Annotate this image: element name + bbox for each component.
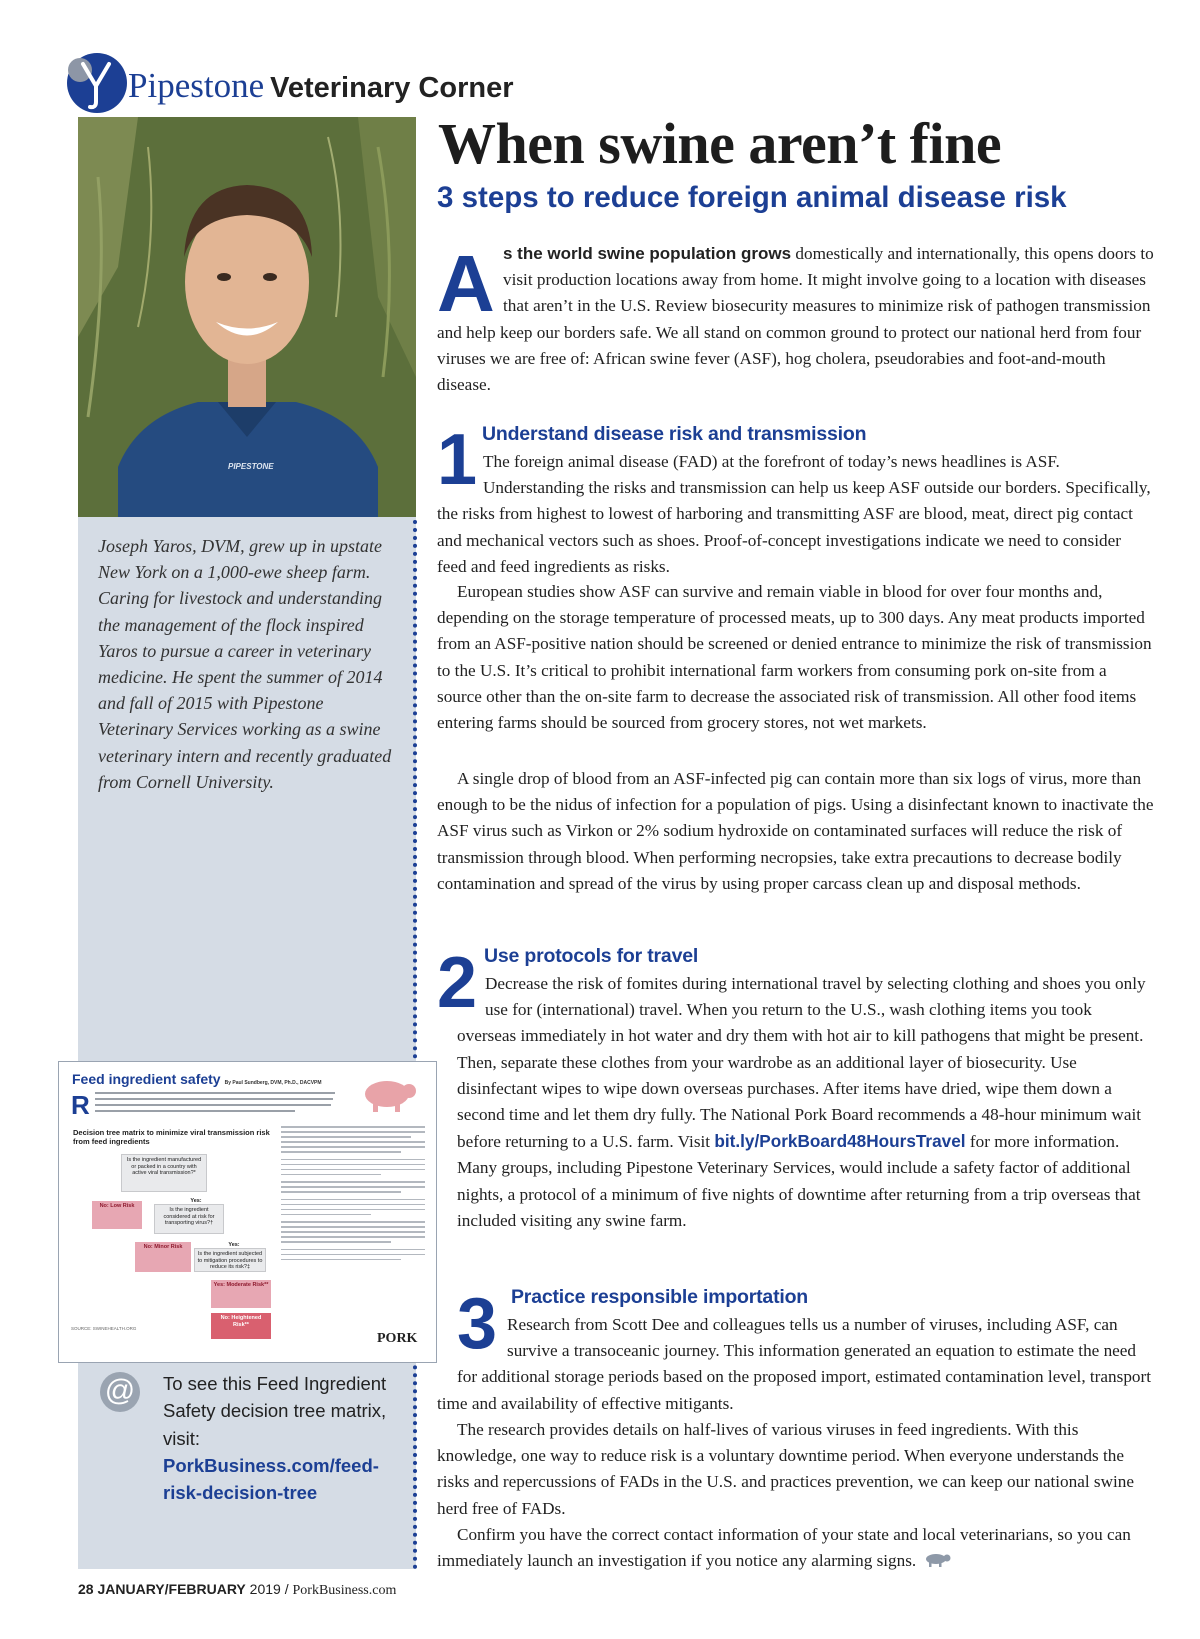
card-title: Feed ingredient safety By Paul Sundberg, DVM, Ph.D., DACVPM: [72, 1071, 322, 1087]
feed-safety-thumbnail[interactable]: [58, 1061, 437, 1363]
tree-question-2: Is the ingredient considered at risk for transporting virus?†: [154, 1204, 224, 1234]
tree-question-1: Is the ingredient manufactured or packed in a country with active viral transmission?*: [121, 1154, 207, 1192]
tree-question-3: Is the ingredient subjected to mitigation procedures to reduce its risk?‡: [194, 1248, 266, 1272]
masthead: [128, 66, 514, 106]
intro-drop-cap: A: [437, 239, 495, 328]
end-pig-icon: [922, 1553, 952, 1567]
author-bio: Joseph Yaros, DVM, grew up in upstate New York on a 1,000-ewe sheep farm. Caring for livestock and understanding the management of the flock inspired Yaros to pursue a career in veterinary medicine. He spent the summer of 2014 and fall of 2015 with Pipestone Veterinary Services working as a swine veterinary intern and recently graduated from Cornell University.: [98, 536, 392, 792]
section-name: Veterinary Corner: [270, 72, 514, 104]
pig-icon: [359, 1074, 417, 1114]
section-2-paragraph: Decrease the risk of fomites during international travel by selecting clothing and shoes you only use for (international) travel. When you return to the U.S., wash clothing items you took overseas immediately in hot water and dry them with hot air to kill pathogens that might be present. Then, separate these clothes from your wardrobe as an additional layer of biosecurity. Use disinfectant wipes to wipe down overseas purchases. After items have dried, wipe them down a second time and let them dry fully. The National Pork Board recommends a 48-hour minimum wait before returning to a U.S. farm. Visit bit.ly/PorkBoard48HoursTravel for more information. Many groups, including Pipestone Veterinary Services, would include a safety factor of additional nights, a protocol of a minimum of five nights of downtime after returning from a trip overseas that included visiting any swine farm.: [457, 974, 1146, 1230]
matrix-title: Decision tree matrix to minimize viral transmission risk from feed ingredients: [73, 1128, 270, 1146]
tree-low-risk: No: Low Risk: [92, 1201, 142, 1229]
page-footer: [78, 1581, 396, 1599]
section-3-paragraph-2: The research provides details on half-lives of various viruses in feed ingredients. With this knowledge, one way to reduce risk is a voluntary downtime period. When everyone understands the risks and repercussions of FADs in the U.S. and practices prevention, we can keep our national swine herd free of FADs.: [437, 1420, 1135, 1518]
card-initial: R: [71, 1090, 90, 1120]
section-2-number: 2: [437, 943, 478, 1023]
cta-text: To see this Feed Ingredient Safety decision tree matrix, visit:: [163, 1373, 387, 1449]
subheadline: 3 steps to reduce foreign animal disease risk: [437, 181, 1067, 214]
section-3-paragraph-1: Research from Scott Dee and colleagues tells us a number of viruses, including ASF, can survive a transoceanic journey. This information generated an equation to estimate the need for additional storage periods based on the proposed import, estimated contamination level, transport time and availability of effective mitigants.: [437, 1315, 1152, 1413]
author-photo: [78, 117, 416, 517]
section-1-heading: Understand disease risk and transmission: [482, 423, 867, 445]
headline: When swine aren’t fine: [438, 111, 1002, 176]
feed-risk-link[interactable]: PorkBusiness.com/feed- risk-decision-tree: [163, 1454, 379, 1504]
page-number: 28: [78, 1581, 94, 1597]
footer-site: PorkBusiness.com: [292, 1583, 397, 1598]
section-1-number: 1: [437, 420, 478, 500]
section-3-paragraph-3: Confirm you have the correct contact information of your state and local veterinarians, so you can immediately launch an investigation if you notice any alarming signs.: [437, 1525, 1131, 1571]
section-1-paragraph-2: European studies show ASF can survive and remain viable in blood for over four months and, depending on the storage temperature of processed meats, up to 300 days. Any meat products imported from an ASF-positive nation should be screened or denied entrance to minimize the risk of transmission to the U.S. It’s critical to prohibit international farm workers from consuming pork on-site from a source other than the on-site farm to decrease the associated risk of transmission. All other food items entering farms should be sourced from grocery stores, not wet markets.: [437, 582, 1152, 733]
at-sign-icon: @: [100, 1372, 140, 1412]
section-3-number: 3: [457, 1284, 498, 1364]
intro-paragraph: [437, 241, 1154, 398]
section-3-heading: Practice responsible importation: [511, 1286, 809, 1308]
travel-link[interactable]: bit.ly/PorkBoard48HoursTravel: [714, 1131, 966, 1152]
tree-heightened-risk: No: Heightened Risk**: [211, 1313, 271, 1339]
pipestone-logo-icon: [66, 52, 128, 114]
dotted-divider: [413, 520, 417, 1570]
tree-moderate-risk: Yes: Moderate Risk**: [211, 1280, 271, 1308]
section-1-paragraph-1: The foreign animal disease (FAD) at the forefront of today’s news headlines is ASF. Understanding the risks and transmission can help us keep ASF outside our borders. Specifically, the risks from highest to lowest of harboring and transmitting ASF are blood, meat, direct pig contact and mechanical vectors such as shoes. Proof-of-concept investigations indicate we need to consider feed and feed ingredients as risks.: [437, 452, 1151, 576]
tree-yes-2: Yes:: [228, 1242, 240, 1248]
intro-lead-in: s the world swine population grows: [503, 244, 792, 263]
brand-name: Pipestone: [128, 66, 265, 105]
section-1-paragraph-3: A single drop of blood from an ASF-infected pig can contain more than six logs of virus, more than enough to be the nidus of infection for a population of pigs. Using a disinfectant known to inactivate the ASF virus such as Virkon or 2% sodium hydroxide on contaminated surfaces will reduce the risk of transmission through blood. When performing necropsies, take extra precautions to decrease bodily contamination and spread of the virus by using proper carcass clean up and disposal methods.: [437, 769, 1154, 893]
shirt-logo: PIPESTONE: [228, 462, 274, 471]
section-2-heading: Use protocols for travel: [484, 945, 699, 967]
pork-logo: PORK: [377, 1331, 418, 1346]
tree-minor-risk: No: Minor Risk: [135, 1242, 191, 1272]
intro-text: domestically and internationally, this opens doors to visit production locations away from home. It might involve going to a location with diseases that aren’t in the U.S. Review biosecurity measures to minimize risk of pathogen transmission and help keep our borders safe. We all stand on common ground to protect our national herd from four viruses we are free of: African swine fever (ASF), hog cholera, pseudorabies and foot-and-mouth disease.: [437, 244, 1154, 395]
card-source: SOURCE: SWINEHEALTH.ORG: [71, 1326, 137, 1331]
card-intro-lines: [95, 1092, 340, 1116]
issue-month: JANUARY/FEBRUARY: [97, 1581, 246, 1597]
card-author: By Paul Sundberg, DVM, Ph.D., DACVPM: [224, 1080, 322, 1086]
tree-yes-1: Yes:: [190, 1198, 202, 1204]
issue-year: 2019 /: [249, 1581, 289, 1597]
feed-matrix-cta: [163, 1370, 408, 1506]
card-footnote-lines: [281, 1126, 425, 1264]
